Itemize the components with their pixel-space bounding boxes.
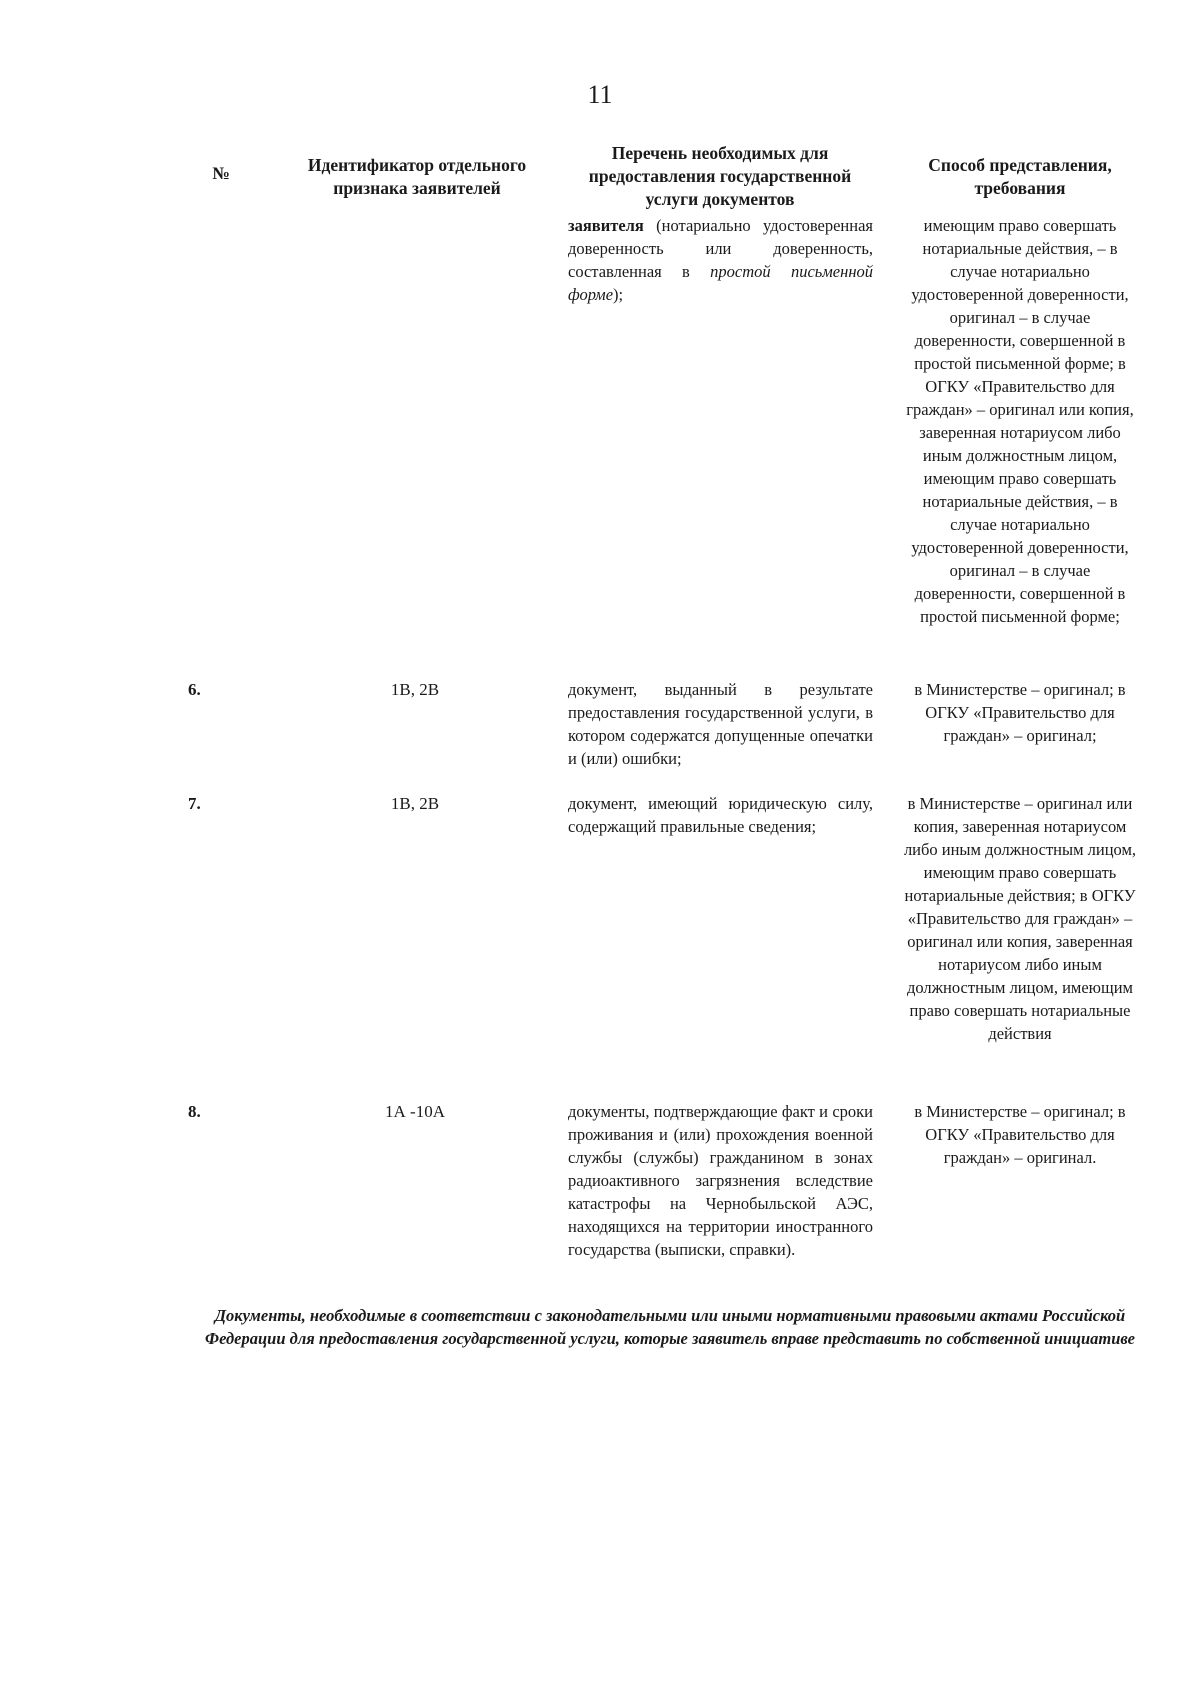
identifier-cell: 1А -10А	[385, 1102, 445, 1121]
documents-cell: документы, подтверждающие факт и сроки проживания и (или) прохождения военной службы (службы) гражданином в зонах радиоактивного загрязнения вследствие катастрофы на Чернобыльской АЭС, находящихся на территории иностранного государства (выписки, справки).	[568, 1102, 873, 1259]
documents-cell: документ, имеющий юридическую силу, содержащий правильные сведения;	[568, 794, 873, 836]
table-header	[0, 142, 1200, 222]
docs-end-text: );	[613, 285, 624, 304]
header-identifier: Идентификатор отдельного признака заявителей	[307, 155, 527, 198]
row-number: 6.	[188, 680, 201, 699]
row-number: 8.	[188, 1102, 201, 1121]
method-cell: в Министерстве – оригинал; в ОГКУ «Правительство для граждан» – оригинал;	[914, 680, 1126, 745]
header-documents: Перечень необходимых для предоставления государственной услуги документов	[588, 143, 852, 209]
documents-cell	[568, 214, 873, 306]
section-heading-note: Документы, необходимые в соответствии с законодательными или иными нормативными правовыми актами Российской Федерации для предоставления государственной услуги, которые заявитель вправе представить по собственной инициативе	[205, 1306, 1135, 1348]
identifier-cell: 1В, 2В	[390, 794, 440, 813]
documents-cell: документ, выданный в результате предоставления государственной услуги, в котором содержатся допущенные опечатки и (или) ошибки;	[568, 680, 873, 768]
row-number: 7.	[188, 794, 201, 813]
docs-bold-text: заявителя	[568, 216, 644, 235]
header-num: №	[212, 163, 230, 183]
identifier-cell: 1В, 2В	[390, 680, 440, 699]
method-cell: в Министерстве – оригинал; в ОГКУ «Правительство для граждан» – оригинал.	[914, 1102, 1126, 1167]
header-method: Способ представления, требования	[928, 155, 1112, 198]
docs-italic-text: простой письменной форме	[568, 262, 874, 304]
page-number: 11	[587, 80, 613, 109]
docs-plain-text: (нотариально удостоверенная доверенность или доверенность, составленная в	[568, 216, 873, 281]
method-cell: имеющим право совершать нотариальные действия, – в случае нотариально удостоверенной доверенности, оригинал – в случае доверенности, совершенной в простой письменной форме; в ОГКУ «Правительство для граждан» – оригинал или копия, заверенная нотариусом либо иным должностным лицом, имеющим право совершать нотариальные действия, – в случае нотариально удостоверенной доверенности, оригинал – в случае доверенности, совершенной в простой письменной форме;	[906, 216, 1134, 626]
method-cell: в Министерстве – оригинал или копия, заверенная нотариусом либо иным должностным лицом, имеющим право совершать нотариальные действия; в ОГКУ «Правительство для граждан» – оригинал или копия, заверенная нотариусом либо иным должностным лицом, имеющим право совершать нотариальные действия	[903, 794, 1137, 1043]
